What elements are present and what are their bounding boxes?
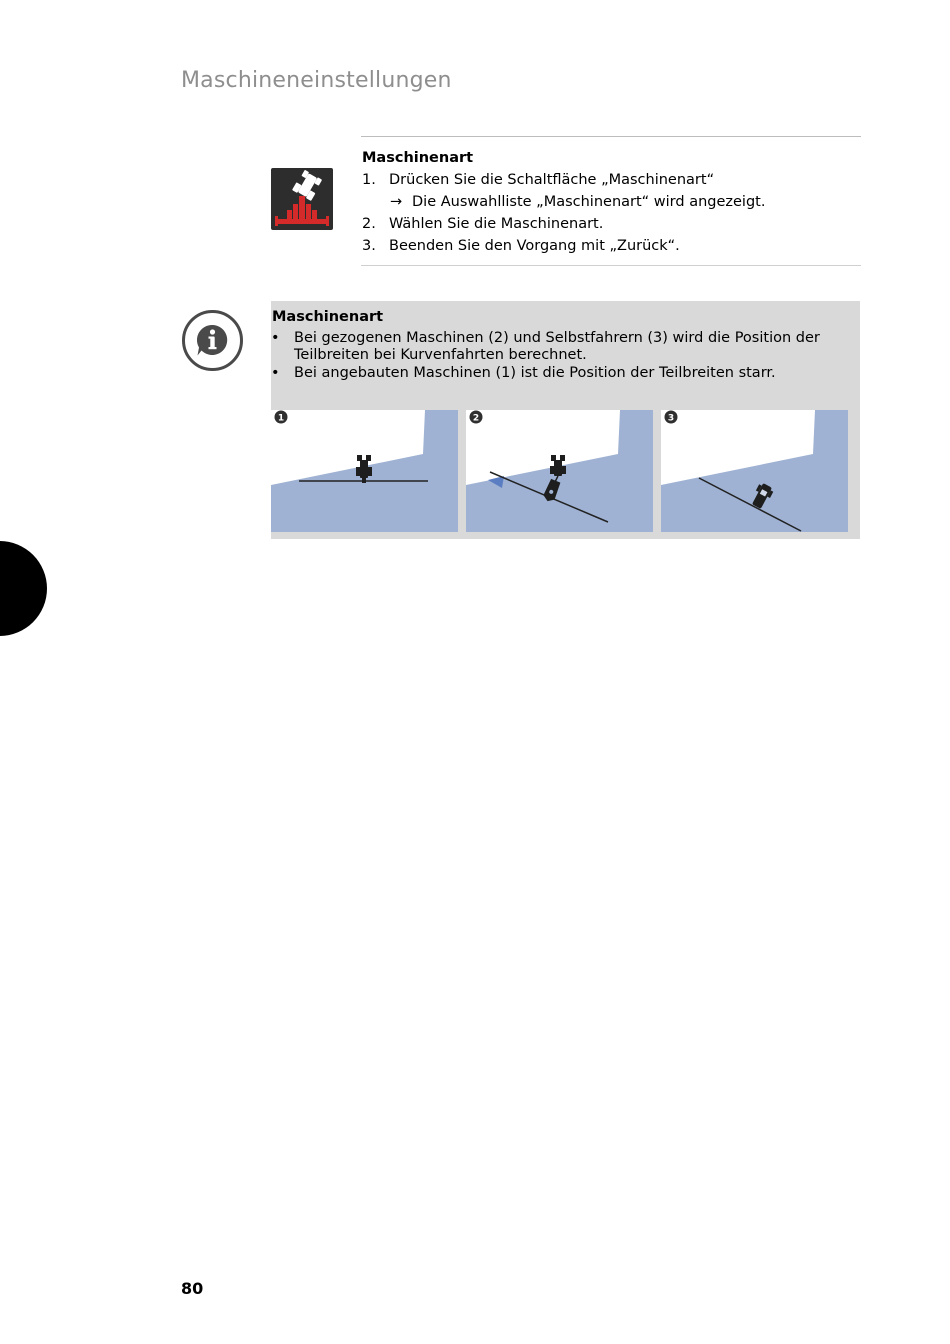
- instruction-step: [362, 237, 861, 255]
- step-result-text: Die Auswahlliste „Maschinenart“ wird angezeigt.: [412, 194, 766, 210]
- instruction-block: [361, 136, 861, 266]
- step-number: 2.: [362, 216, 376, 232]
- info-icon: [181, 309, 244, 372]
- step-text: Beenden Sie den Vorgang mit „Zurück“.: [389, 238, 680, 254]
- figure-label: 2: [472, 413, 480, 424]
- step-result: [362, 193, 861, 211]
- page-title: Maschineneinstellungen: [181, 68, 452, 93]
- bullet-icon: •: [271, 365, 280, 381]
- instruction-heading: Maschinenart: [362, 150, 474, 166]
- figure-trailed-machine: [466, 410, 653, 532]
- page-number: 80: [181, 1279, 204, 1298]
- step-text: Wählen Sie die Maschinenart.: [389, 216, 604, 232]
- bullet-text: Bei gezogenen Maschinen (2) und Selbstfahrern (3) wird die Position der Teilbreiten bei Kurvenfahrten berechnet.: [294, 330, 820, 363]
- info-heading: Maschinenart: [272, 309, 384, 325]
- step-number: 3.: [362, 238, 376, 254]
- bullet-icon: •: [271, 330, 280, 346]
- figure-mounted-machine: [271, 410, 458, 532]
- machine-type-icon: [271, 168, 333, 230]
- step-number: 1.: [362, 172, 376, 188]
- chapter-tab-marker: [0, 541, 47, 636]
- list-item: [271, 330, 841, 364]
- figure-self-propelled-machine: [661, 410, 848, 532]
- machine-type-figures: [271, 410, 860, 532]
- figure-label: 3: [667, 413, 675, 424]
- figure-label: 1: [277, 413, 285, 424]
- step-text: Drücken Sie die Schaltfläche „Maschinenart“: [389, 172, 715, 188]
- bullet-text: Bei angebauten Maschinen (1) ist die Position der Teilbreiten starr.: [294, 365, 776, 381]
- info-bullet-list: [271, 330, 841, 383]
- instruction-step: [362, 215, 861, 233]
- instruction-step: [362, 171, 861, 189]
- arrow-right-icon: →: [390, 194, 403, 210]
- list-item: [271, 365, 841, 382]
- info-box: [271, 301, 860, 539]
